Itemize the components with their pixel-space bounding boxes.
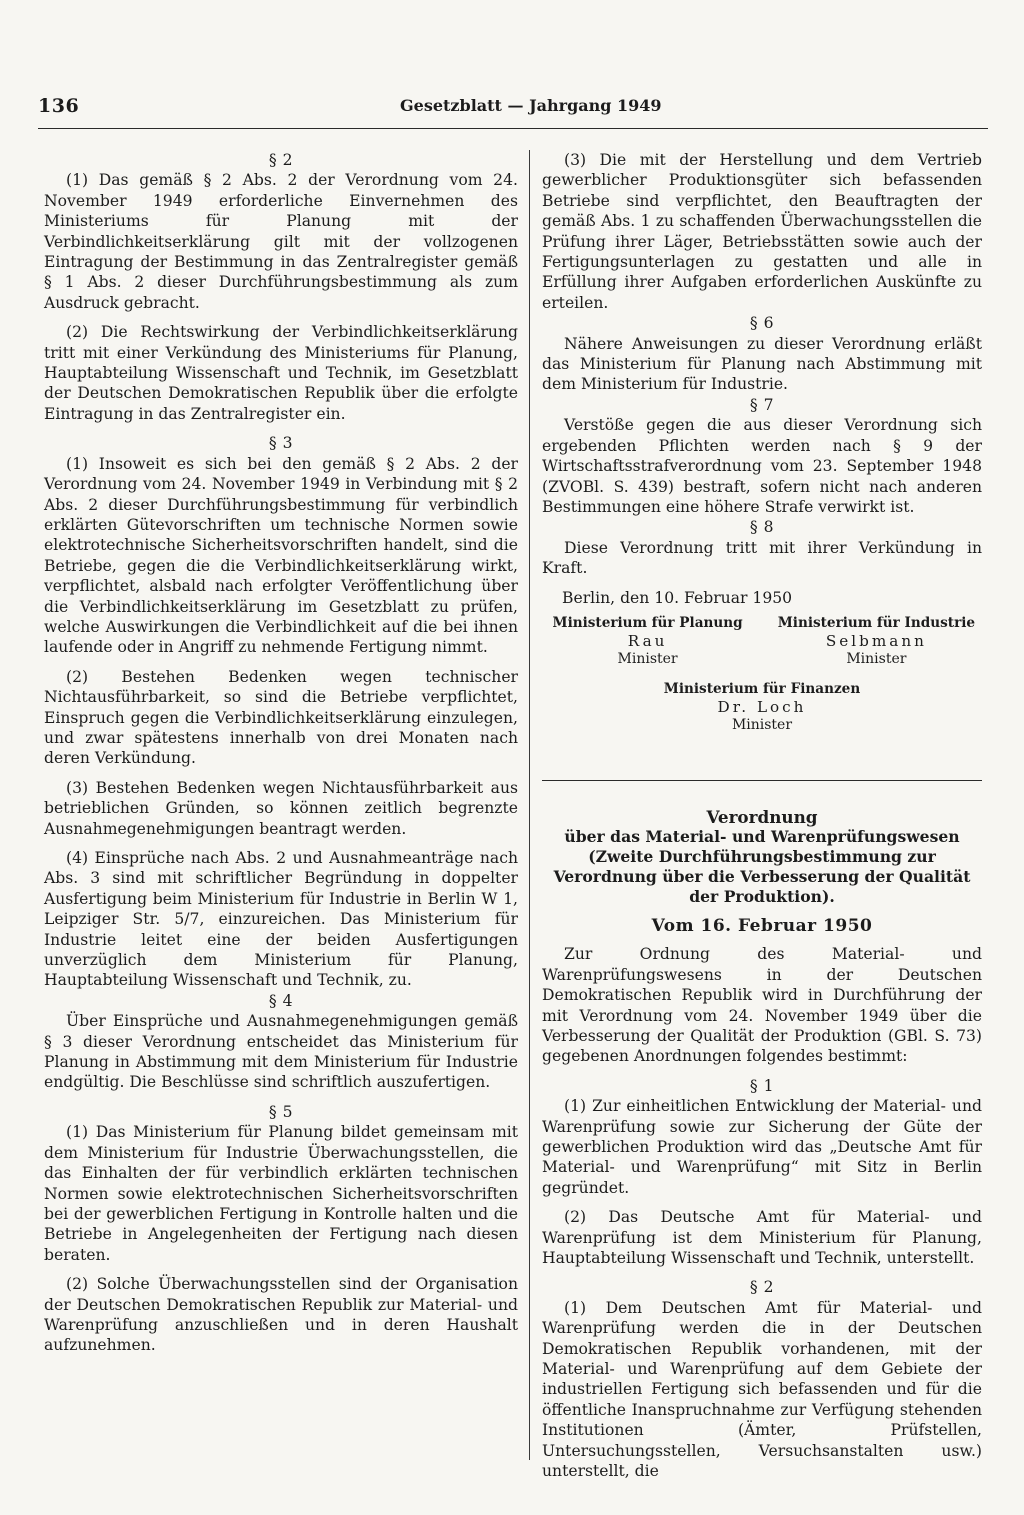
section-heading: § 2 — [268, 151, 294, 169]
signature-row — [542, 614, 982, 668]
paragraph: Verstöße gegen die aus dieser Verordnung sich ergebenden Pflichten werden nach § 9 der Wirtschaftsstrafverordnung vom 23. September 1948 (ZVOBl. S. 439) bestraft, sofern nicht nach anderen Bestimmungen eine höhere Strafe verwirkt ist. — [542, 416, 982, 516]
paragraph: (2) Bestehen Bedenken wegen technischer Nichtausführbarkeit, so sind die Betriebe verpflichtet, Einspruch gegen die Verbindlichkeitserklärung einzulegen, und zwar spätestens innerhalb von drei Monaten nach deren Verkündung. — [44, 667, 518, 768]
paragraph: Zur Ordnung des Material- und Warenprüfungswesens in der Deutschen Demokratischen Republik wird in Durchführung der mit Verordnung vom 24. November 1949 über die Verbesserung der Qualität der Produktion (GBl. S. 73) gegebenen Anordnungen folgendes bestimmt: — [542, 945, 982, 1066]
paragraph: Diese Verordnung tritt mit ihrer Verkündung in Kraft. — [542, 538, 982, 578]
signer-role: Minister — [617, 650, 678, 667]
paragraph: (1) Zur einheitlichen Entwicklung der Material- und Warenprüfung sowie zur Sicherung der Güte der gewerblichen Produktion wird das „Deutsche Amt für Material- und Warenprüfung“ mit Sitz in Berlin gegründet. — [542, 1097, 982, 1197]
paragraph: (4) Einsprüche nach Abs. 2 und Ausnahmeanträge nach Abs. 3 sind mit schriftlicher Begründung in doppelter Ausfertigung beim Ministerium für Industrie in Berlin W 1, Leipziger Str. 5/7, einzureichen. Das Ministerium für Industrie leitet eine der beiden Ausfertigungen unverzüglich dem Ministerium für Planung, Hauptabteilung Wissenschaft und Technik, zu. — [44, 849, 518, 990]
column-rule — [529, 150, 530, 1460]
decree-date: Vom 16. Februar 1950 — [651, 915, 873, 936]
decree-title: Verordnung — [706, 806, 818, 827]
place-date: Berlin, den 10. Februar 1950 — [562, 588, 793, 607]
section-heading: § 4 — [268, 991, 294, 1010]
page-number: 136 — [38, 95, 80, 117]
section-heading: § 2 — [749, 1278, 775, 1297]
ministry-name: Ministerium für Finanzen — [663, 680, 861, 697]
section-heading: § 3 — [268, 434, 294, 453]
section-divider — [542, 780, 982, 781]
header-rule — [38, 128, 988, 129]
signer-name: Dr. Loch — [717, 697, 807, 716]
paragraph: (1) Das Ministerium für Planung bildet gemeinsam mit dem Ministerium für Industrie Überwachungsstellen, die das Einhalten der für verbindlich erklärten technischen Normen sowie elektrotechnischen Sicherheitsvorschriften bei der gewerblichen Fertigung in Kontrolle halten und die Betriebe in Angelegenheiten der Fertigung nach diesen beraten. — [44, 1123, 518, 1264]
page-header — [0, 95, 1024, 125]
section-heading: § 1 — [749, 1076, 775, 1095]
section-heading: § 6 — [749, 314, 775, 333]
paragraph: (2) Das Deutsche Amt für Material- und Warenprüfung ist dem Ministerium für Planung, Hauptabteilung Wissenschaft und Technik, unterstellt. — [542, 1208, 982, 1268]
section-heading: § 5 — [268, 1102, 294, 1121]
paragraph: (3) Die mit der Herstellung und dem Vertrieb gewerblicher Produktionsgüter sich befassenden Betriebe sind verpflichtet, den Beauftragten der gemäß Abs. 1 zu schaffenden Überwachungsstellen die Prüfung ihrer Läger, Betriebsstätten sowie auch der Fertigungsunterlagen zu gestatten und alle in Erfüllung ihrer Aufgaben erforderlichen Auskünfte zu erteilen. — [542, 151, 982, 312]
running-title: Gesetzblatt — Jahrgang 1949 — [400, 96, 662, 115]
ministry-name: Ministerium für Planung — [552, 614, 743, 631]
right-column — [542, 150, 982, 1482]
signature-block-planning — [542, 614, 753, 668]
paragraph: Über Einsprüche und Ausnahmegenehmigungen gemäß § 3 dieser Verordnung entscheidet das Ministerium für Planung in Abstimmung mit dem Ministerium für Industrie endgültig. Die Beschlüsse sind schriftlich auszufertigen. — [44, 1012, 518, 1092]
left-column — [44, 150, 518, 1356]
paragraph: Nähere Anweisungen zu dieser Verordnung erläßt das Ministerium für Planung nach Abstimmung mit dem Ministerium für Industrie. — [542, 334, 982, 394]
paragraph: (1) Dem Deutschen Amt für Material- und Warenprüfung werden die in der Deutschen Demokratischen Republik vorhandenen, mit der Material- und Warenprüfung auf dem Gebiete der industriellen Fertigung sich befassenden und für die öffentliche Inanspruchnahme zur Verfügung stehenden Institutionen (Ämter, Prüfstellen, Untersuchungsstellen, Versuchsanstalten usw.) unterstellt, die — [542, 1298, 982, 1481]
paragraph: (2) Die Rechtswirkung der Verbindlichkeitserklärung tritt mit einer Verkündung des Ministeriums für Planung, Hauptabteilung Wissenschaft und Technik, im Gesetzblatt der Deutschen Demokratischen Republik über die erfolgte Eintragung in das Zentralregister ein. — [44, 323, 518, 423]
signer-name: Selbmann — [825, 631, 927, 650]
paragraph: (1) Insoweit es sich bei den gemäß § 2 Abs. 2 der Verordnung vom 24. November 1949 in Verbindung mit § 2 Abs. 2 dieser Durchführungsbestimmung für verbindlich erklärten Gütevorschriften um technische Normen sowie elektrotechnische Sicherheitsvorschriften handelt, sind die Betriebe, gegen die die Verbindlichkeitserklärung wirkt, verpflichtet, alsbald nach erfolgter Veröffentlichung über die Verbindlichkeitserklärung im Gesetzblatt zu prüfen, welche Auswirkungen die Verbindlichkeit auf die bei ihnen laufende oder in Angriff zu nehmende Fertigung nimmt. — [44, 454, 518, 657]
decree-subtitle: über das Material- und Warenprüfungswesen — [564, 826, 960, 846]
ministry-name: Ministerium für Industrie — [777, 614, 976, 631]
section-heading: § 8 — [749, 518, 775, 537]
paragraph: (2) Solche Überwachungsstellen sind der Organisation der Deutschen Demokratischen Republik zur Material- und Warenprüfung anzuschließen und in deren Haushalt aufzunehmen. — [44, 1275, 518, 1355]
section-heading: § 7 — [749, 395, 775, 414]
signer-role: Minister — [846, 650, 907, 667]
signature-block-industry — [771, 614, 982, 668]
paragraph: (1) Das gemäß § 2 Abs. 2 der Verordnung vom 24. November 1949 erforderliche Einvernehmen des Ministeriums für Planung mit der Verbindlichkeitserklärung gilt mit der vollzogenen Eintragung der Bestimmung in das Zentralregister gemäß § 1 Abs. 2 dieser Durchführungsbestimmung als zum Ausdruck gebracht. — [44, 171, 518, 312]
signature-row-finance — [542, 674, 982, 734]
signature-block-finance — [542, 680, 982, 734]
signer-role: Minister — [731, 716, 793, 733]
paragraph: (3) Bestehen Bedenken wegen Nichtausführbarkeit aus betrieblichen Gründen, so können zeitlich begrenzte Ausnahmegenehmigungen beantragt werden. — [44, 778, 518, 838]
signer-name: Rau — [627, 631, 668, 650]
decree-subtitle-note: (Zweite Durchführungsbestimmung zur Verordnung über die Verbesserung der Qualität der Produktion). — [553, 846, 971, 906]
